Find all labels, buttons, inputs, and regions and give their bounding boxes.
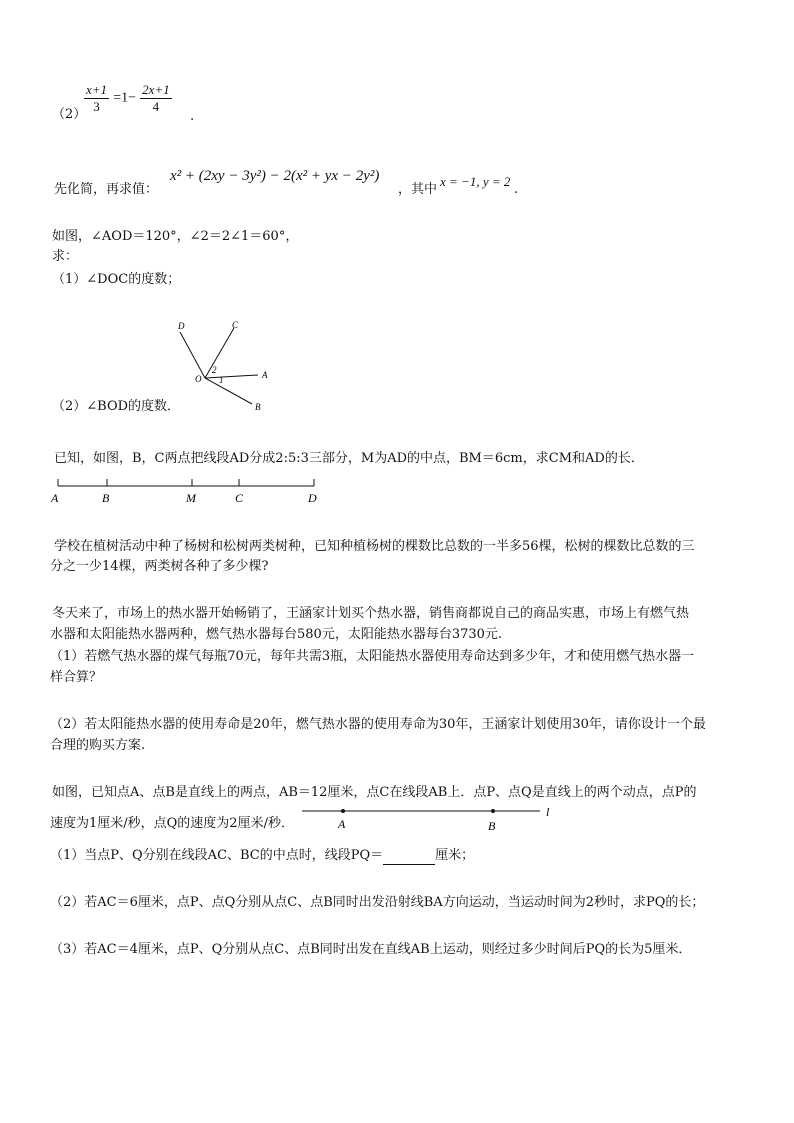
motion-part3: （3）若AC＝4厘米，点P、Q分别从点C、点B同时出发在直线AB上运动，则经过多少时间后PQ的长为5厘米． [50,942,692,957]
simplify-where: ，其中 [398,182,438,197]
motion-part2: （2）若AC＝6厘米，点P、点Q分别从点C、点B同时出发沿射线BA方向运动，当运动时间为2秒时，求PQ的长； [50,895,705,910]
line-label-B: B [488,819,496,833]
seg-label-D: D [308,491,317,505]
simplify-prefix: 先化简，再求值： [54,182,159,197]
lhs-fraction [84,82,109,115]
equation-middle: =1− [113,90,136,106]
simplify-end: . [514,182,519,197]
ray-OB [205,378,252,404]
trees-line1: 学校在植树活动中种了杨树和松树两类树种，已知种植杨树的棵数比总数的一半多56棵，松树的棵数比总数的三 [54,539,695,554]
angle-figure [170,318,280,418]
angle-intro: 如图，∠AOD＝120°，∠2＝2∠1＝60°， [52,229,299,244]
point-B [491,809,495,813]
line-label-A: A [338,817,346,831]
ray-OA [205,375,258,378]
ray-OD [180,332,205,378]
ray-OC [205,328,234,378]
line-figure [298,800,563,836]
motion-part1-post: 厘米； [435,848,475,863]
heater-part2-line2: 合理的购买方案. [50,738,146,753]
motion-part1-pre: （1）当点P、Q分别在线段AC、BC的中点时，线段PQ＝ [50,848,384,863]
simplify-values: x = −1, y = 2 [440,174,511,189]
heater-part1-line1: （1）若燃气热水器的煤气每瓶70元，每年共需3瓶，太阳能热水器使用寿命达到多少年，才和使用燃气热水器一 [50,649,695,664]
angle-part1: （1）∠DOC的度数； [52,272,181,287]
equation-2 [84,82,172,115]
label-C: C [232,320,239,330]
heater-part1-line2: 样合算？ [50,670,103,685]
motion-part1 [50,847,474,865]
equation-label: （2） [52,107,87,122]
heater-line1: 冬天来了，市场上的热水器开始畅销了，王涵家计划买个热水器，销售商都说自己的商品实惠，市场上有燃气热 [52,606,690,621]
label-A: A [262,370,268,380]
label-O: O [195,374,202,384]
segment-figure [46,474,326,506]
label-B: B [255,402,261,412]
motion-line1: 如图，已知点A、点B是直线上的两点，AB＝12厘米，点C在线段AB上．点P、点Q是直线上的两个动点，点P的 [52,785,697,800]
rhs-numerator: 2x+1 [142,82,170,97]
answer-blank[interactable] [383,850,435,865]
rhs-fraction [140,82,172,115]
heater-part2-line1: （2）若太阳能热水器的使用寿命是20年，燃气热水器的使用寿命为30年，王涵家计划使用30年，请你设计一个最 [50,717,706,732]
label-angle2: 2 [212,365,217,375]
seg-label-M: M [186,491,196,505]
lhs-numerator: x+1 [86,82,108,97]
line-label-l: l [546,805,550,819]
seg-label-A: A [51,491,59,505]
seg-label-B: B [102,491,110,505]
rhs-denominator: 4 [152,99,160,114]
label-D: D [178,321,185,331]
simplify-expression: x² + (2xy − 3y²) − 2(x² + yx − 2y²) [170,168,380,184]
point-A [341,809,345,813]
lhs-denominator: 3 [93,99,100,114]
trees-line2: 分之一少14棵，两类树各种了多少棵? [50,559,269,574]
segment-text: 已知，如图，B，C两点把线段AD分成2:5:3三部分，M为AD的中点，BM＝6cm，求CM和AD的长． [54,451,644,466]
heater-line2: 水器和太阳能热水器两种，燃气热水器每台580元，太阳能热水器每台3730元. [50,627,503,642]
angle-ask: 求： [52,249,79,264]
seg-label-C: C [235,491,244,505]
label-angle1: 1 [219,375,224,385]
equation-end: . [190,109,195,124]
motion-line2: 速度为1厘米/秒，点Q的速度为2厘米/秒． [50,816,294,831]
angle-part2: （2）∠BOD的度数． [52,399,181,414]
